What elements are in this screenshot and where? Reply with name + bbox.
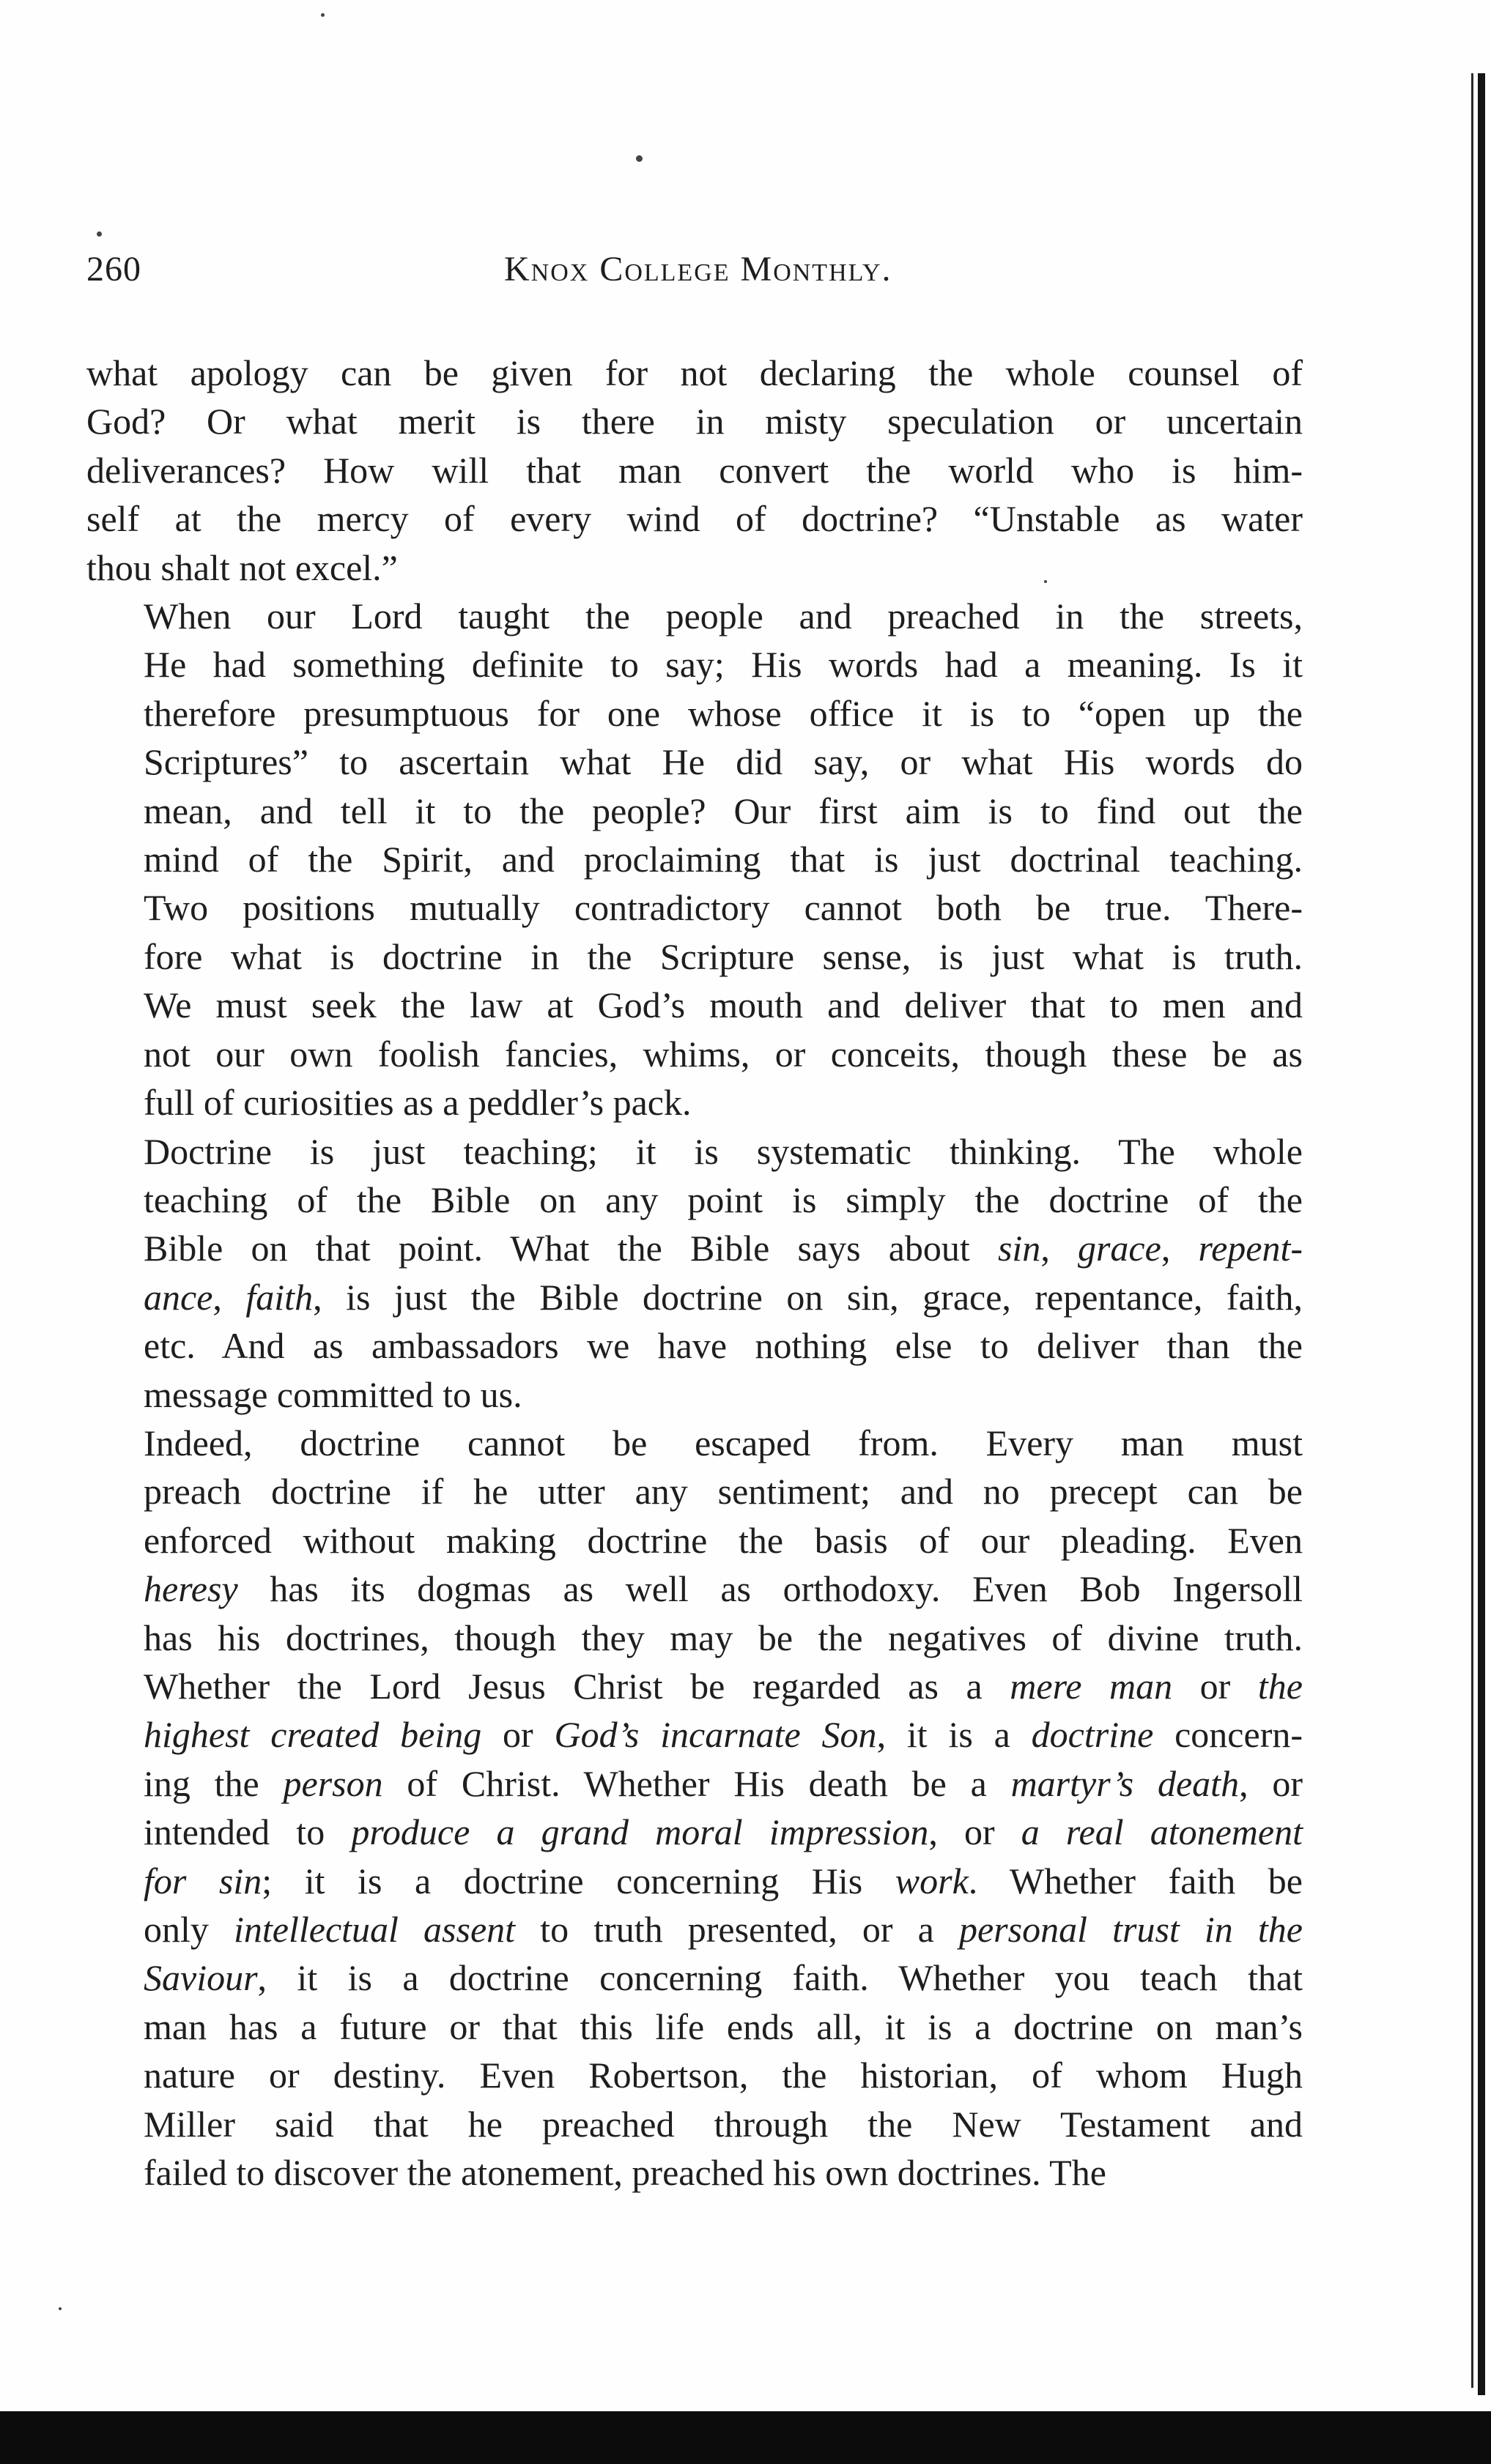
text-line — [86, 1127, 1303, 1176]
text-segment: , or — [1239, 1762, 1303, 1804]
text-line — [86, 640, 1303, 689]
text-line — [86, 446, 1303, 494]
italic-text: produce a grand moral impression — [351, 1811, 929, 1853]
text-segment: therefore presumptuous for one whose office it is to “open up the — [144, 692, 1303, 734]
text-line — [86, 1614, 1303, 1662]
italic-text: doctrine — [1031, 1714, 1154, 1756]
text-line — [86, 1419, 1303, 1467]
text-segment: When our Lord taught the people and preached in the streets, — [144, 595, 1303, 637]
ink-speck — [636, 155, 643, 162]
italic-text: heresy — [144, 1568, 238, 1610]
text-segment: self at the mercy of every wind of doctrine? “Unstable as water — [86, 498, 1303, 540]
text-segment: has his doctrines, though they may be the negatives of divine truth. — [144, 1617, 1303, 1658]
text-line — [86, 1516, 1303, 1565]
text-segment: teaching of the Bible on any point is simply the doctrine of the — [144, 1179, 1303, 1220]
italic-text: the — [1257, 1665, 1303, 1707]
text-line — [86, 883, 1303, 932]
text-line — [86, 689, 1303, 738]
text-line — [86, 1759, 1303, 1808]
text-segment: preach doctrine if he utter any sentiment; and no precept can be — [144, 1471, 1303, 1513]
running-head: Knox College Monthly. — [504, 250, 892, 289]
text-line — [86, 1030, 1303, 1078]
italic-text: God’s incarnate Son — [554, 1714, 877, 1756]
text-segment: , — [212, 1276, 246, 1318]
text-line — [86, 1808, 1303, 1856]
text-line — [86, 397, 1303, 445]
text-line — [86, 1467, 1303, 1515]
text-segment: or — [1172, 1665, 1258, 1707]
text-line — [86, 1857, 1303, 1905]
text-line — [86, 1565, 1303, 1613]
text-line — [86, 349, 1303, 397]
text-segment: , — [1040, 1228, 1078, 1269]
text-line — [86, 2100, 1303, 2148]
text-segment: to truth presented, or a — [515, 1909, 959, 1950]
text-segment: Two positions mutually contradictory cannot both be true. There- — [144, 887, 1303, 929]
italic-text: martyr’s death — [1010, 1762, 1240, 1804]
italic-text: repent- — [1198, 1228, 1303, 1269]
text-line — [86, 494, 1303, 543]
text-line — [86, 738, 1303, 786]
text-segment: Miller said that he preached through the New Testament and — [144, 2103, 1303, 2145]
italic-text: personal trust in the — [958, 1909, 1303, 1950]
ink-speck — [97, 231, 102, 237]
page-header — [86, 249, 1310, 293]
paragraph — [86, 1127, 1303, 1419]
text-segment: Whether the Lord Jesus Christ be regarded as a — [144, 1665, 1010, 1707]
text-segment: Scriptures” to ascertain what He did say, or what His words do — [144, 741, 1303, 783]
page-number: 260 — [86, 250, 141, 289]
italic-text: for sin — [144, 1860, 262, 1901]
text-line — [86, 1905, 1303, 1953]
text-line — [86, 2148, 1303, 2197]
page-edge-bottom — [0, 2411, 1491, 2464]
text-segment: concern- — [1153, 1714, 1303, 1756]
text-segment: etc. And as ambassadors we have nothing else to deliver than the — [144, 1325, 1303, 1367]
text-line — [86, 932, 1303, 981]
text-line — [86, 1273, 1303, 1321]
text-segment: ; it is a doctrine concerning His — [262, 1860, 895, 1901]
text-segment: of Christ. Whether His death be a — [382, 1762, 1011, 1804]
text-segment: deliverances? How will that man convert the world who is him- — [86, 449, 1303, 491]
italic-text: person — [283, 1762, 383, 1804]
text-line — [86, 1953, 1303, 2002]
text-line — [86, 1078, 1303, 1127]
italic-text: work — [895, 1860, 969, 1901]
text-segment: We must seek the law at God’s mouth and deliver that to men and — [144, 984, 1303, 1026]
ink-speck — [59, 2307, 62, 2310]
text-line — [86, 2003, 1303, 2051]
text-segment: , it is a — [876, 1714, 1032, 1756]
text-line — [86, 835, 1303, 883]
body-text — [86, 349, 1303, 2197]
text-segment: , is just the Bible doctrine on sin, grace, repentance, faith, — [313, 1276, 1303, 1318]
text-segment: God? Or what merit is there in misty speculation or uncertain — [86, 401, 1303, 442]
text-segment: full of curiosities as a peddler’s pack. — [144, 1082, 692, 1124]
text-line — [86, 1321, 1303, 1370]
text-segment: Doctrine is just teaching; it is systematic thinking. The whole — [144, 1130, 1303, 1172]
text-line — [86, 1176, 1303, 1224]
text-line — [86, 543, 1303, 592]
italic-text: grace — [1077, 1228, 1161, 1269]
text-segment: man has a future or that this life ends all, it is a doctrine on man’s — [144, 2005, 1303, 2047]
text-segment: fore what is doctrine in the Scripture sense, is just what is truth. — [144, 935, 1303, 977]
text-segment: He had something definite to say; His words had a meaning. Is it — [144, 644, 1303, 686]
text-segment: ing the — [144, 1762, 284, 1804]
text-segment: only — [144, 1909, 234, 1950]
italic-text: intellectual assent — [234, 1909, 516, 1950]
italic-text: a real atonement — [1021, 1811, 1303, 1853]
text-segment: or — [481, 1714, 555, 1756]
paragraph — [86, 349, 1303, 592]
text-segment: intended to — [144, 1811, 352, 1853]
text-segment: . Whether faith be — [968, 1860, 1303, 1901]
text-segment: has its dogmas as well as orthodoxy. Even Bob Ingersoll — [237, 1568, 1303, 1610]
text-line — [86, 787, 1303, 835]
italic-text: mere man — [1010, 1665, 1173, 1707]
text-segment: Indeed, doctrine cannot be escaped from. Every man must — [144, 1422, 1303, 1463]
text-line — [86, 1370, 1303, 1419]
text-segment: , — [1161, 1228, 1199, 1269]
italic-text: faith — [245, 1276, 314, 1318]
text-segment: , or — [928, 1811, 1021, 1853]
text-segment: enforced without making doctrine the basis of our pleading. Even — [144, 1519, 1303, 1561]
ink-speck — [321, 13, 325, 17]
italic-text: sin — [997, 1228, 1041, 1269]
paragraph — [86, 592, 1303, 1127]
page-edge-shadow — [1471, 73, 1473, 2388]
text-line — [86, 1710, 1303, 1759]
paragraph — [86, 1419, 1303, 2197]
text-segment: failed to discover the atonement, preached his own doctrines. The — [144, 2152, 1106, 2194]
text-segment: nature or destiny. Even Robertson, the historian, of whom Hugh — [144, 2055, 1303, 2096]
text-line — [86, 592, 1303, 640]
page-edge-right — [1478, 73, 1485, 2395]
text-line — [86, 981, 1303, 1029]
text-segment: message committed to us. — [144, 1373, 522, 1415]
text-segment: Bible on that point. What the Bible says about — [144, 1228, 998, 1269]
text-segment: mind of the Spirit, and proclaiming that is just doctrinal teaching. — [144, 839, 1303, 880]
text-line — [86, 1224, 1303, 1272]
italic-text: highest created being — [144, 1714, 482, 1756]
text-segment: what apology can be given for not declaring the whole counsel of — [86, 352, 1303, 393]
text-line — [86, 2051, 1303, 2099]
text-segment: not our own foolish fancies, whims, or conceits, though these be as — [144, 1033, 1303, 1075]
text-line — [86, 1662, 1303, 1710]
text-segment: , it is a doctrine concerning faith. Whether you teach that — [257, 1957, 1303, 1999]
text-segment: thou shalt not excel.” — [86, 546, 398, 588]
text-segment: mean, and tell it to the people? Our first aim is to find out the — [144, 790, 1303, 831]
italic-text: Saviour — [144, 1957, 258, 1999]
italic-text: ance — [144, 1276, 213, 1318]
